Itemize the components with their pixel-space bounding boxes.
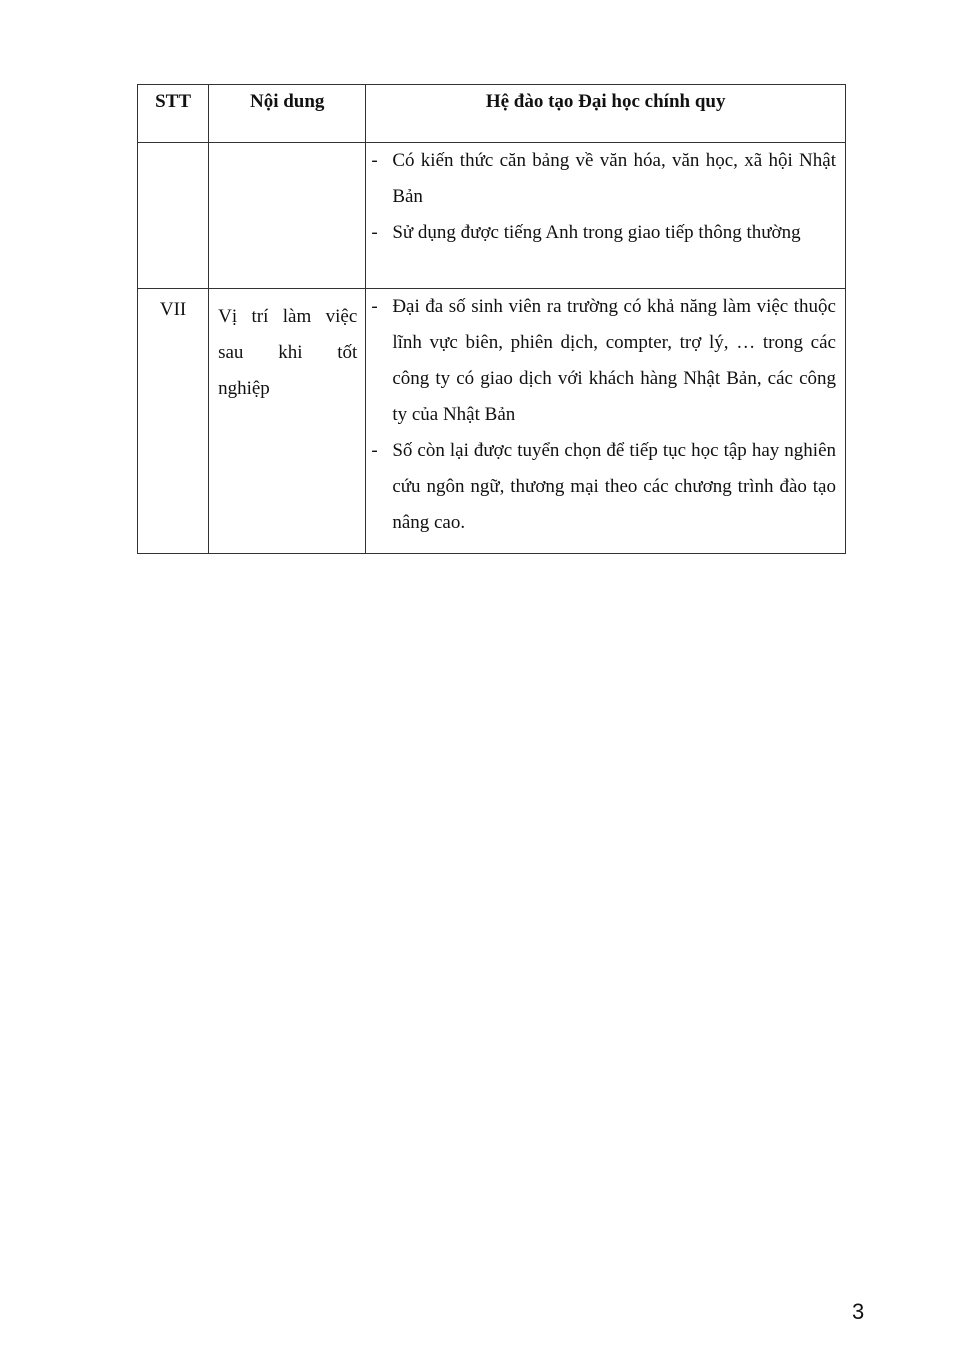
bullet-text: Đại đa số sinh viên ra trường có khả năng làm việc thuộc lĩnh vực biên, phiên dịch, compter, trợ lý, … trong các công ty có giao dịch với khách hàng Nhật Bản, các công ty của Nhật Bản [392,296,836,425]
bullet-item [366,433,836,541]
program-cell [366,289,846,554]
header-stt: STT [138,85,209,143]
bullet-marker: - [371,296,378,317]
content-text: Vị trí làm việc sau khi tốt [218,306,358,363]
content-cell [209,143,366,289]
bullet-text: Số còn lại được tuyển chọn để tiếp tục học tập hay nghiên cứu ngôn ngữ, thương mại theo các chương trình đào tạo nâng cao. [392,440,836,533]
header-content: Nội dung [209,85,366,143]
curriculum-table [137,84,846,554]
bullet-marker: - [371,440,378,461]
page-number: 3 [852,1299,865,1324]
content-text: nghiệp [218,378,270,399]
content-cell [209,289,366,554]
bullet-marker: - [371,222,378,243]
bullet-text: Sử dụng được tiếng Anh trong giao tiếp thông thường [392,222,801,243]
stt-cell: VII [138,289,209,554]
bullet-item [366,289,836,433]
table-row [138,289,846,554]
bullet-marker: - [371,150,378,171]
program-cell [366,143,846,289]
bullet-item [366,215,836,251]
header-program: Hệ đào tạo Đại học chính quy [366,85,846,143]
bullet-item [366,143,836,215]
table-row [138,143,846,289]
bullet-text: Có kiến thức căn bảng về văn hóa, văn học, xã hội Nhật Bản [392,150,836,207]
stt-cell [138,143,209,289]
table-header-row [138,85,846,143]
